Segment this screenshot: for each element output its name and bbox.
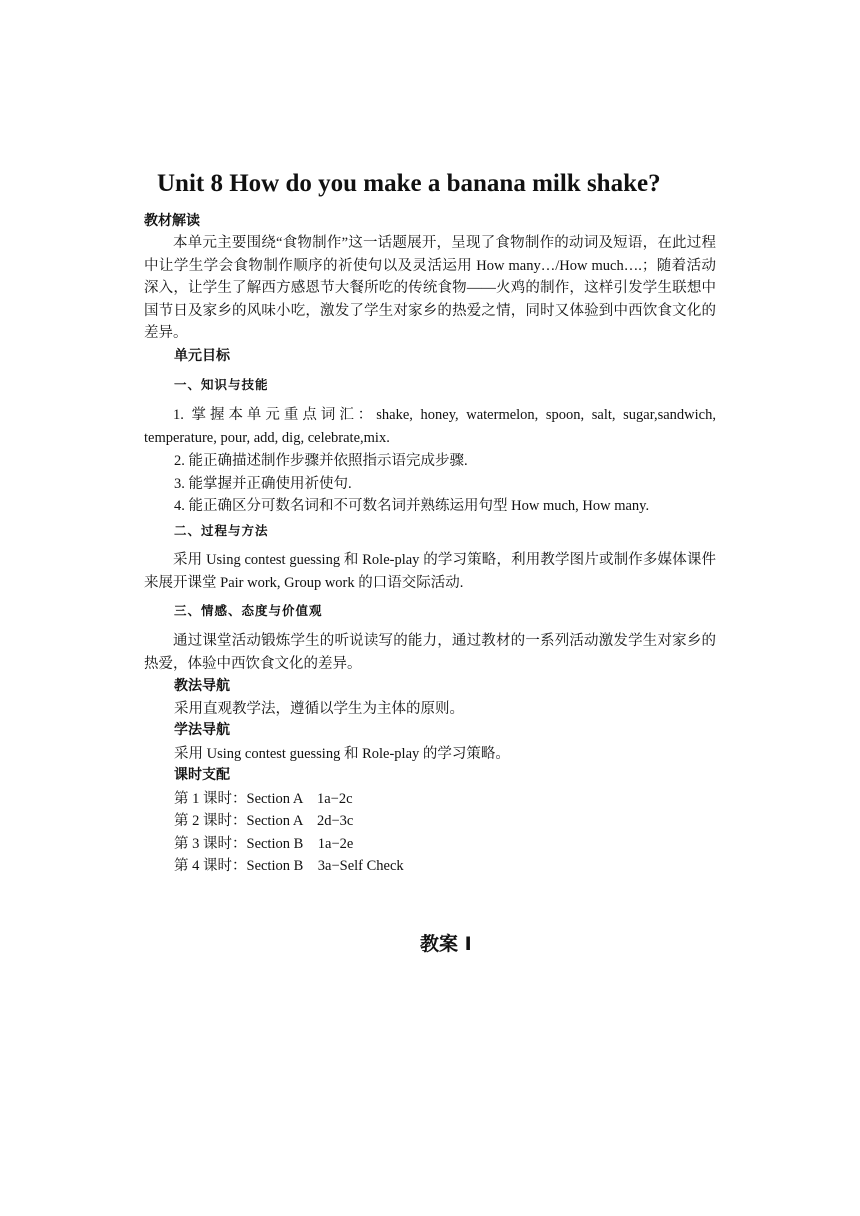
knowledge-item-4: 4. 能正确区分可数名词和不可数名词并熟练运用句型 How much, How many. (174, 498, 650, 514)
teaching-method-heading: 教法导航 (174, 678, 230, 694)
process-methods-heading: 二、过程与方法 (174, 523, 269, 538)
textbook-analysis-heading: 教材解读 (144, 213, 200, 229)
schedule-item-4: 第 4 课时：Section B 3a−Self Check (174, 858, 404, 874)
knowledge-skills-heading: 一、知识与技能 (174, 377, 269, 392)
learning-method-body: 采用 Using contest guessing 和 Role-play 的学习策略。 (174, 746, 510, 762)
schedule-item-2: 第 2 课时：Section A 2d−3c (174, 813, 354, 829)
unit-goals-heading: 单元目标 (174, 348, 230, 364)
teaching-method-body: 采用直观教学法，遵循以学生为主体的原则。 (174, 701, 464, 717)
process-methods-body: 采用 Using contest guessing 和 Role-play 的学习策略，利用教学图片或制作多媒体课件来展开课堂 Pair work, Group work 的口语交际活动. (144, 552, 716, 591)
lesson-plan-title: 教案 I (420, 933, 472, 955)
emotion-values-body: 通过课堂活动锻炼学生的听说读写的能力，通过教材的一系列活动激发学生对家乡的热爱，体验中西饮食文化的差异。 (144, 633, 716, 672)
schedule-heading: 课时支配 (174, 767, 230, 783)
unit-title: Unit 8 How do you make a banana milk shake? (157, 170, 661, 197)
learning-method-heading: 学法导航 (174, 722, 230, 738)
process-methods-body-block (144, 549, 716, 594)
emotion-values-body-block (144, 630, 716, 675)
textbook-analysis-body-block (144, 232, 716, 345)
schedule-item-3: 第 3 课时：Section B 1a−2e (174, 836, 354, 852)
knowledge-item-1: 1. 掌握本单元重点词汇：shake, honey, watermelon, spoon, salt, sugar,sandwich, temperature, pour, add, dig, celebrate,mix. (144, 407, 716, 446)
knowledge-item-1-block (144, 404, 716, 449)
textbook-analysis-body: 本单元主要围绕“食物制作”这一话题展开，呈现了食物制作的动词及短语，在此过程中让学生学会食物制作顺序的祈使句以及灵活运用 How many…/How much….；随着活动深入，让学生了解西方感恩节大餐所吃的传统食物——火鸡的制作，这样引发学生联想中国节日及家乡的风味小吃，激发了学生对家乡的热爱之情，同时又体验到中西饮食文化的差异。 (144, 235, 716, 341)
schedule-item-1: 第 1 课时：Section A 1a−2c (174, 791, 353, 807)
knowledge-item-2: 2. 能正确描述制作步骤并依照指示语完成步骤. (174, 453, 468, 469)
knowledge-item-3: 3. 能掌握并正确使用祈使句. (174, 476, 352, 492)
emotion-values-heading: 三、情感、态度与价值观 (174, 603, 323, 618)
